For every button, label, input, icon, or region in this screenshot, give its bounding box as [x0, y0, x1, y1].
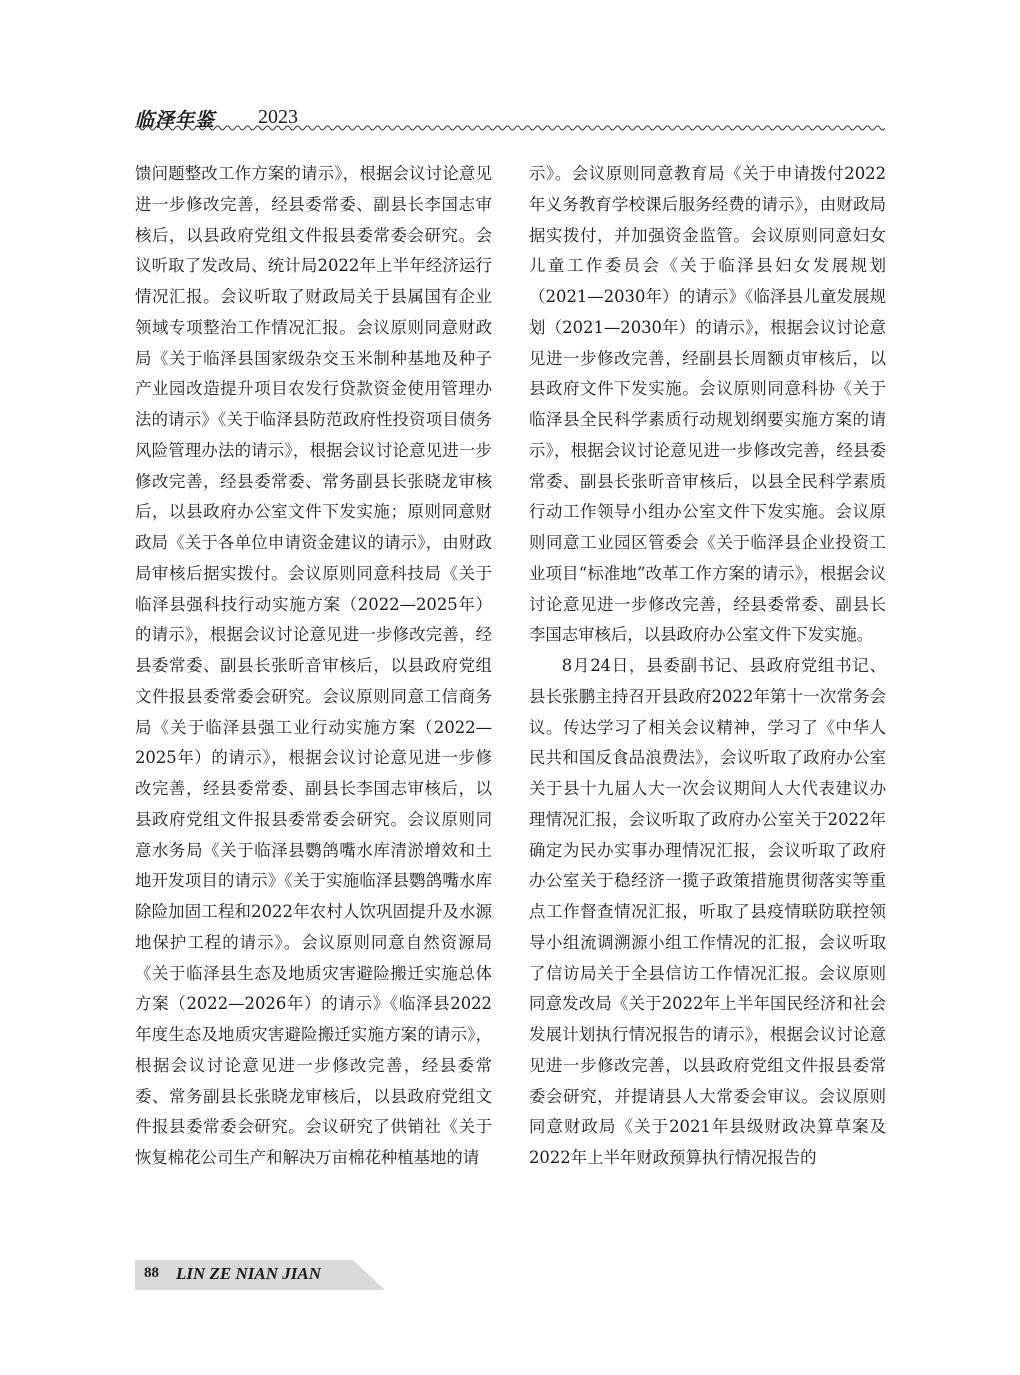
publication-name: LIN ZE NIAN JIAN — [176, 1264, 321, 1283]
yearbook-year: 2023 — [258, 106, 298, 128]
page-number: 88 — [144, 1265, 159, 1281]
paragraph: 8月24日，县委副书记、县政府党组书记、县长张鹏主持召开县政府2022年第十一次常务会议。传达学习了相关会议精神，学习了《中华人民共和国反食品浪费法》，会议听取了政府办公室关于县十九届人大一次会议期间人大代表建议办理情况汇报，会议听取了政府办公室关于2022年确定为民办实事办理情况汇报，会议听取了政府办公室关于稳经济一揽子政策措施贯彻落实等重点工作督查情况汇报，听取了县疫情联防联控领导小组流调溯源小组工作情况的汇报，会议听取了信访局关于全县信访工作情况汇报。会议原则同意发改局《关于2022年上半年国民经济和社会发展计划执行情况报告的请示》，根据会议讨论意见进一步修改完善，以县政府党组文件报县委常委会研究，并提请县人大常委会审议。会议原则同意财政局《关于2021年县级财政决算草案及2022年上半年财政预算执行情况报告的 — [529, 656, 886, 1167]
yearbook-title: 临泽年鉴 — [135, 109, 216, 131]
wavy-rule — [135, 124, 885, 132]
paragraph: 示》。会议原则同意教育局《关于申请拨付2022年义务教育学校课后服务经费的请示》，由财政局据实拨付，并加强资金监管。会议原则同意妇女儿童工作委员会《关于临泽县妇女发展规划（2021—2030年）的请示》《临泽县儿童发展规划（2021—2030年）的请示》，根据会议讨论意见进一步修改完善，经副县长周额贞审核后，以县政府文件下发实施。会议原则同意科协《关于临泽县全民科学素质行动规划纲要实施方案的请示》，根据会议讨论意见进一步修改完善，经县委常委、副县长张昕音审核后，以县全民科学素质行动工作领导小组办公室文件下发实施。会议原则同意工业园区管委会《关于临泽县企业投资工业项目“标准地”改革工作方案的请示》，根据会议讨论意见进一步修改完善，经县委常委、副县长李国志审核后，以县政府办公室文件下发实施。 — [529, 164, 886, 645]
text-column-right — [529, 159, 886, 1174]
paragraph: 馈问题整改工作方案的请示》，根据会议讨论意见进一步修改完善，经县委常委、副县长李国志审核后，以县政府党组文件报县委常委会研究。会议听取了发改局、统计局2022年上半年经济运行情况汇报。会议听取了财政局关于县属国有企业领域专项整治工作情况汇报。会议原则同意财政局《关于临泽县国家级杂交玉米制种基地及种子产业园改造提升项目农发行贷款资金使用管理办法的请示》《关于临泽县防范政府性投资项目债务风险管理办法的请示》，根据会议讨论意见进一步修改完善，经县委常委、常务副县长张晓龙审核后，以县政府办公室文件下发实施；原则同意财政局《关于各单位申请资金建议的请示》，由财政局审核后据实拨付。会议原则同意科技局《关于临泽县强科技行动实施方案（2022—2025年）的请示》，根据会议讨论意见进一步修改完善，经县委常委、副县长张昕音审核后，以县政府党组文件报县委常委会研究。会议原则同意工信商务局《关于临泽县强工业行动实施方案（2022—2025年）的请示》，根据会议讨论意见进一步修改完善，经县委常委、副县长李国志审核后，以县政府党组文件报县委常委会研究。会议原则同意水务局《关于临泽县鹦鸽嘴水库清淤增效和土地开发项目的请示》《关于实施临泽县鹦鸽嘴水库除险加固工程和2022年农村人饮巩固提升及水源地保护工程的请示》。会议原则同意自然资源局《关于临泽县生态及地质灾害避险搬迁实施总体方案（2022—2026年）的请示》《临泽县2022年度生态及地质灾害避险搬迁实施方案的请示》，根据会议讨论意见进一步修改完善，经县委常委、常务副县长张晓龙审核后，以县政府党组文件报县委常委会研究。会议研究了供销社《关于恢复棉花公司生产和解决万亩棉花种植基地的请 — [135, 164, 492, 1167]
text-column-left — [135, 159, 492, 1174]
